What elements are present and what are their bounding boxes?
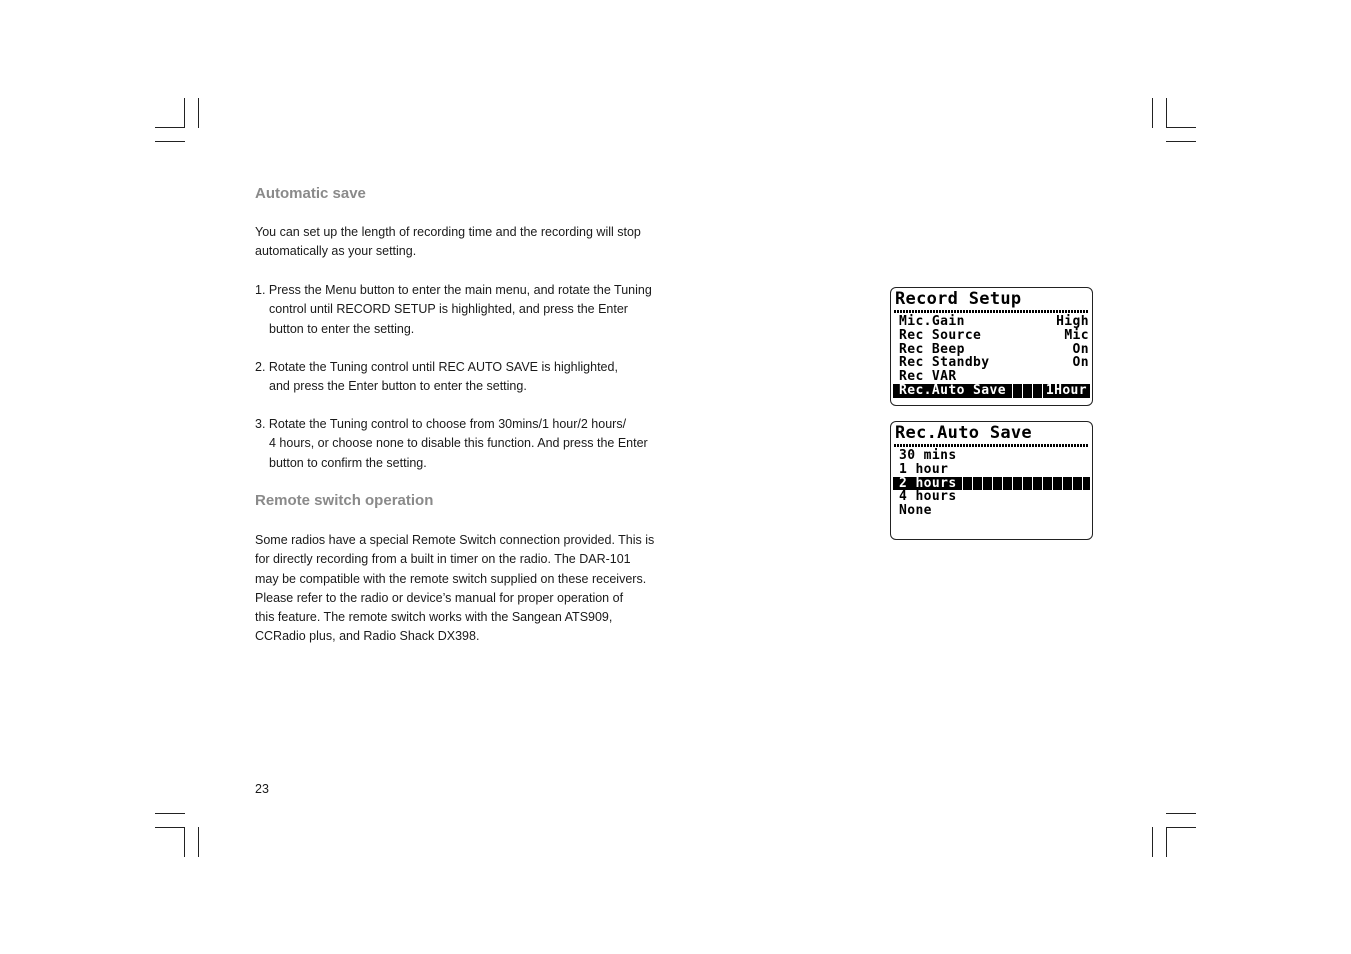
step-2: 2. Rotate the Tuning control until REC AUTO SAVE is highlighted, and press the Enter button to enter the setting. <box>255 360 618 394</box>
page-number: 23 <box>255 782 269 796</box>
lcd-divider <box>894 310 1089 313</box>
lcd-row: Rec Source Mic <box>899 327 1089 343</box>
lcd-title: Rec.Auto Save <box>895 423 1032 443</box>
crop-mark <box>1166 127 1196 128</box>
crop-mark <box>184 98 185 128</box>
lcd-row: Rec Standby On <box>899 355 1089 371</box>
crop-mark <box>198 98 199 128</box>
intro-paragraph: You can set up the length of recording time and the recording will stop automatically as your setting. <box>255 225 641 259</box>
crop-mark <box>1166 827 1167 857</box>
remote-paragraph: Some radios have a special Remote Switch connection provided. This is for directly recording from a built in timer on the radio. The DAR-101 may be compatible with the remote switch supplied on these receivers. Please refer to the radio or device’s manual for proper operation of this feature. The remote switch works with the Sangean ATS909, CCRadio plus, and Radio Shack DX398. <box>255 533 655 644</box>
lcd-row: Rec VAR <box>899 369 957 385</box>
lcd-record-setup <box>890 287 1093 406</box>
crop-mark <box>155 827 185 828</box>
crop-mark <box>184 827 185 857</box>
crop-mark <box>1166 98 1167 128</box>
lcd-row-highlighted: 2 hours <box>893 477 1090 491</box>
heading-remote-switch: Remote switch operation <box>255 492 434 509</box>
crop-mark <box>1166 813 1196 814</box>
lcd-row: 1 hour <box>899 461 949 477</box>
lcd-row: 4 hours <box>899 489 957 505</box>
lcd-row-highlighted: Rec.Auto Save 1Hour <box>893 384 1090 398</box>
crop-mark <box>1152 98 1153 128</box>
step-3: 3. Rotate the Tuning control to choose from 30mins/1 hour/2 hours/ 4 hours, or choose none to disable this function. And press the Enter button to confirm the setting. <box>255 417 648 470</box>
crop-mark <box>155 813 185 814</box>
crop-mark <box>1152 827 1153 857</box>
lcd-title: Record Setup <box>895 289 1022 309</box>
lcd-row: Rec Beep On <box>899 341 1089 357</box>
crop-mark <box>198 827 199 857</box>
lcd-divider <box>894 444 1089 447</box>
step-1: 1. Press the Menu button to enter the main menu, and rotate the Tuning control until RECORD SETUP is highlighted, and press the Enter button to enter the setting. <box>255 283 652 336</box>
lcd-row: 30 mins <box>899 448 957 463</box>
lcd-auto-save <box>890 421 1093 540</box>
lcd-row: None <box>899 503 932 519</box>
lcd-row: Mic.Gain High <box>899 314 1089 329</box>
crop-mark <box>1166 827 1196 828</box>
crop-mark <box>155 127 185 128</box>
heading-automatic-save: Automatic save <box>255 185 366 202</box>
crop-mark <box>1166 141 1196 142</box>
crop-mark <box>155 141 185 142</box>
